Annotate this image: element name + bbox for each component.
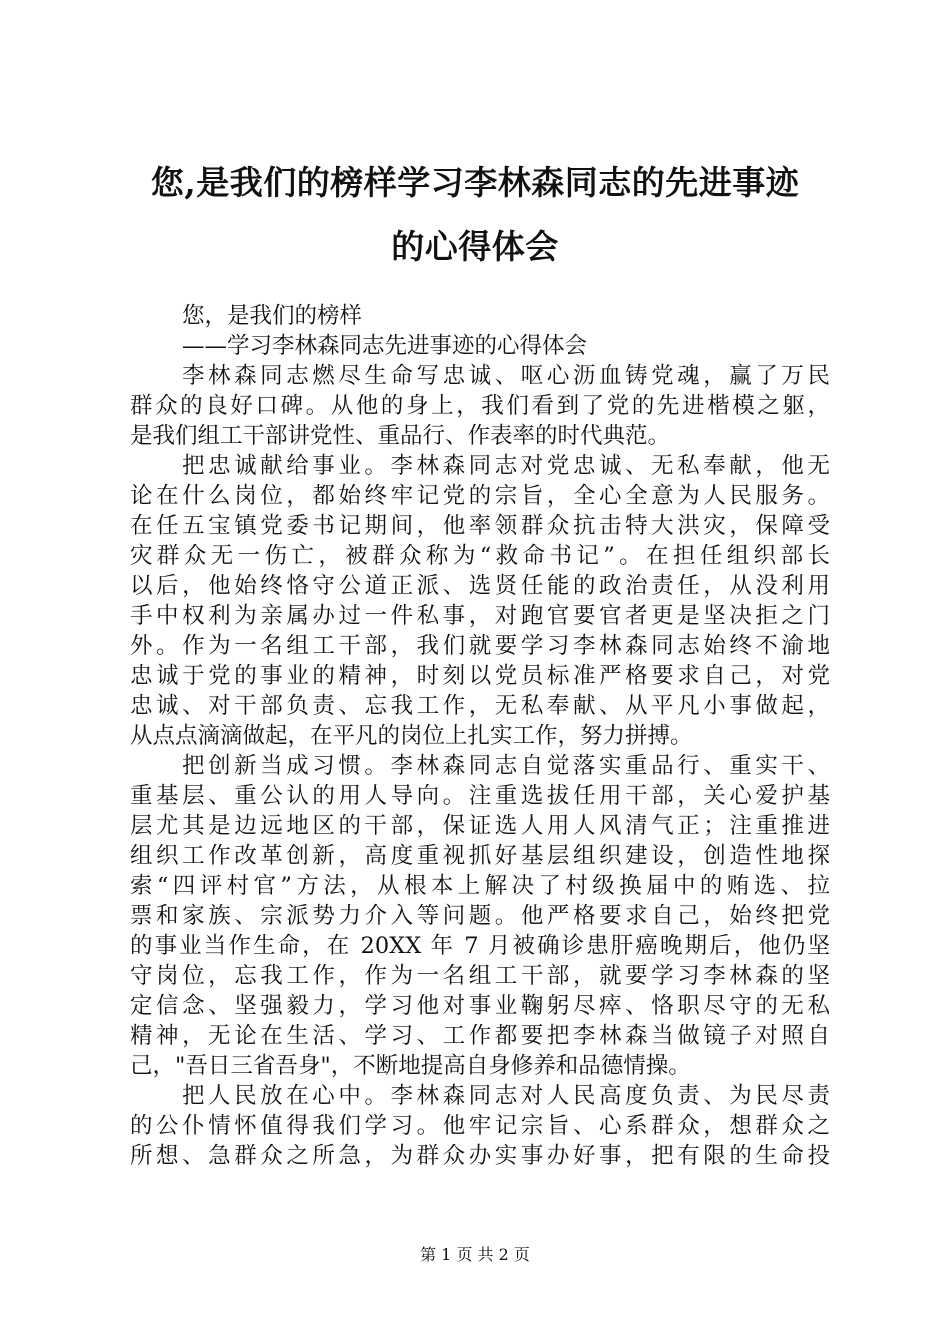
body-text-line: 的公仆情怀值得我们学习。他牢记宗旨、心系群众，想群众之 — [130, 1113, 830, 1139]
document-title-line-2: 的心得体会 — [391, 227, 559, 266]
body-text-line: 灾群众无一伤亡，被群众称为“救命书记”。在担任组织部长 — [130, 543, 830, 569]
body-text-line: 所想、急群众之所急，为群众办实事办好事，把有限的生命投 — [130, 1143, 830, 1169]
body-text-line: 以后，他始终恪守公道正派、选贤任能的政治责任，从没利用 — [130, 573, 830, 599]
body-text-line: 的事业当作生命，在 20XX 年 7 月被确诊患肝癌晚期后，他仍坚 — [130, 933, 830, 959]
document-body — [130, 301, 830, 1171]
body-text-line: 索“四评村官”方法，从根本上解决了村级换届中的贿选、拉 — [130, 873, 830, 899]
page-footer: 第 1 页 共 2 页 — [420, 1245, 530, 1264]
body-text-line: 把人民放在心中。李林森同志对人民高度负责、为民尽责 — [182, 1083, 830, 1109]
body-text-line: ——学习李林森同志先进事迹的心得体会 — [182, 333, 588, 359]
body-text-line: 组织工作改革创新，高度重视抓好基层组织建设，创造性地探 — [130, 843, 830, 869]
body-text-line: 己，"吾日三省吾身"，不断地提高自身修养和品德情操。 — [130, 1053, 691, 1079]
body-text-line: 定信念、坚强毅力，学习他对事业鞠躬尽瘁、恪职尽守的无私 — [130, 993, 830, 1019]
body-text-line: 论在什么岗位，都始终牢记党的宗旨，全心全意为人民服务。 — [130, 483, 830, 509]
body-text-line: 是我们组工干部讲党性、重品行、作表率的时代典范。 — [130, 423, 671, 449]
body-text-line: 外。作为一名组工干部，我们就要学习李林森同志始终不渝地 — [130, 633, 830, 659]
body-text-line: 您，是我们的榜样 — [182, 303, 363, 329]
body-text-line: 精神，无论在生活、学习、工作都要把李林森当做镜子对照自 — [130, 1023, 830, 1049]
document-title-line-1: 您,是我们的榜样学习李林森同志的先进事迹 — [150, 163, 800, 202]
body-text-line: 票和家族、宗派势力介入等问题。他严格要求自己，始终把党 — [130, 903, 830, 929]
body-text-line: 把忠诚献给事业。李林森同志对党忠诚、无私奉献，他无 — [182, 453, 830, 479]
body-text-line: 守岗位，忘我工作，作为一名组工干部，就要学习李林森的坚 — [130, 963, 830, 989]
body-text-line: 群众的良好口碑。从他的身上，我们看到了党的先进楷模之躯， — [130, 393, 830, 419]
body-text-line: 在任五宝镇党委书记期间，他率领群众抗击特大洪灾，保障受 — [130, 513, 830, 539]
body-text-line: 重基层、重公认的用人导向。注重选拔任用干部，关心爱护基 — [130, 783, 830, 809]
body-text-line: 李林森同志燃尽生命写忠诚、呕心沥血铸党魂，赢了万民 — [182, 363, 830, 389]
body-text-line: 忠诚、对干部负责、忘我工作，无私奉献、从平凡小事做起， — [130, 693, 830, 719]
body-text-line: 从点点滴滴做起，在平凡的岗位上扎实工作，努力拼搏。 — [130, 723, 693, 749]
body-text-line: 手中权利为亲属办过一件私事，对跑官要官者更是坚决拒之门 — [130, 603, 830, 629]
body-text-line: 把创新当成习惯。李林森同志自觉落实重品行、重实干、 — [182, 753, 830, 779]
body-text-line: 层尤其是边远地区的干部，保证选人用人风清气正；注重推进 — [130, 813, 830, 839]
body-text-line: 忠诚于党的事业的精神，时刻以党员标准严格要求自己，对党 — [130, 663, 830, 689]
